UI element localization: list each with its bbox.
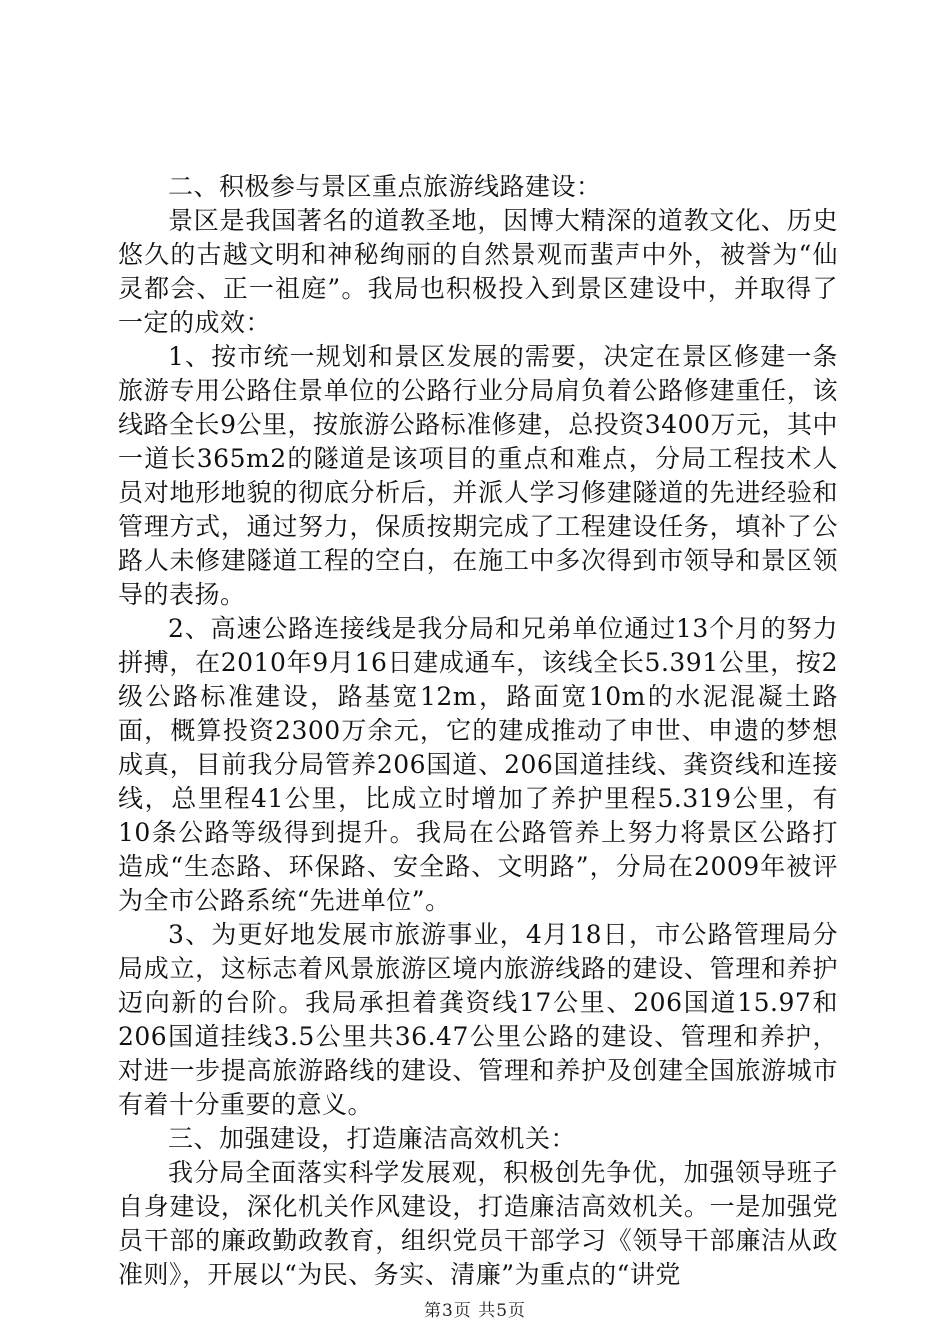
section-heading-2: 二、积极参与景区重点旅游线路建设： [168,172,602,201]
paragraph-section-3: 我分局全面落实科学发展观，积极创先争优，加强领导班子自身建设，深化机关作风建设，打造廉洁高效机关。一是加强党员干部的廉政勤政教育，组织党员干部学习《领导干部廉洁从政准则》，开展以“为民、务实、清廉”为重点的“讲党 [118,1158,838,1289]
page-footer: 第3页 共5页 [423,1301,527,1321]
paragraph-item-3: 3、为更好地发展市旅游事业，4月18日，市公路管理局分局成立，这标志着风景旅游区境内旅游线路的建设、管理和养护迈向新的台阶。我局承担着龚资线17公里、206国道15.97和206国道挂线3.5公里共36.47公里公路的建设、管理和养护，对进一步提高旅游路线的建设、管理和养护及创建全国旅游城市有着十分重要的意义。 [118,920,838,1119]
paragraph-intro: 景区是我国著名的道教圣地，因博大精深的道教文化、历史悠久的古越文明和神秘绚丽的自然景观而蜚声中外，被誉为“仙灵都会、正一祖庭”。我局也积极投入到景区建设中，并取得了一定的成效： [118,206,838,337]
document-body [118,170,838,1292]
paragraph-item-2: 2、高速公路连接线是我分局和兄弟单位通过13个月的努力拼搏，在2010年9月16日建成通车，该线全长5.391公里，按2级公路标准建设，路基宽12m，路面宽10m的水泥混凝土路面，概算投资2300万余元，它的建成推动了申世、申遗的梦想成真，目前我分局管养206国道、206国道挂线、龚资线和连接线，总里程41公里，比成立时增加了养护里程5.319公里，有10条公路等级得到提升。我局在公路管养上努力将景区公路打造成“生态路、环保路、安全路、文明路”，分局在2009年被评为全市公路系统“先进单位”。 [118,614,838,915]
paragraph-item-1: 1、按市统一规划和景区发展的需要，决定在景区修建一条旅游专用公路住景单位的公路行业分局肩负着公路修建重任，该线路全长9公里，按旅游公路标准修建，总投资3400万元，其中一道长365m2的隧道是该项目的重点和难点，分局工程技术人员对地形地貌的彻底分析后，并派人学习修建隧道的先进经验和管理方式，通过努力，保质按期完成了工程建设任务，填补了公路人未修建隧道工程的空白，在施工中多次得到市领导和景区领导的表扬。 [118,342,838,609]
section-heading-3: 三、加强建设，打造廉洁高效机关： [168,1124,577,1153]
